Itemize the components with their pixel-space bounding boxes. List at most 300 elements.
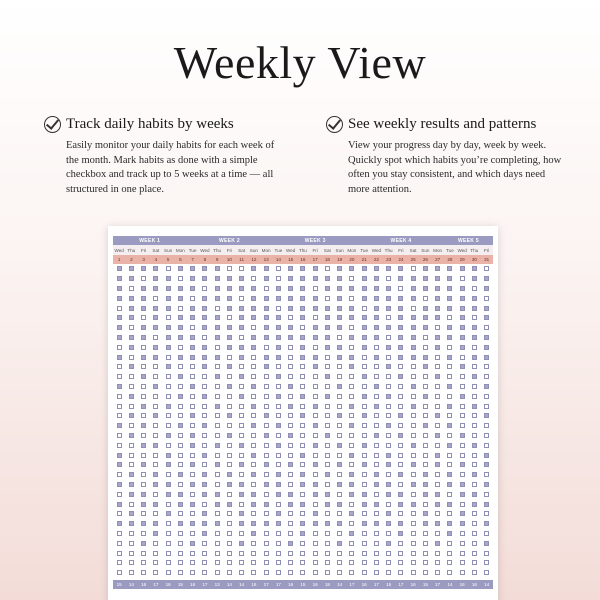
- habit-checkbox[interactable]: [153, 482, 158, 487]
- habit-checkbox[interactable]: [337, 560, 342, 565]
- habit-checkbox[interactable]: [484, 306, 489, 311]
- habit-checkbox[interactable]: [386, 315, 391, 320]
- habit-checkbox[interactable]: [411, 296, 416, 301]
- habit-checkbox[interactable]: [349, 306, 354, 311]
- habit-checkbox[interactable]: [276, 502, 281, 507]
- habit-checkbox[interactable]: [190, 462, 195, 467]
- habit-checkbox[interactable]: [166, 355, 171, 360]
- habit-checkbox[interactable]: [423, 482, 428, 487]
- habit-checkbox[interactable]: [288, 286, 293, 291]
- habit-checkbox[interactable]: [202, 355, 207, 360]
- habit-checkbox[interactable]: [117, 325, 122, 330]
- habit-checkbox[interactable]: [239, 296, 244, 301]
- habit-checkbox[interactable]: [288, 306, 293, 311]
- habit-checkbox[interactable]: [141, 423, 146, 428]
- habit-checkbox[interactable]: [386, 521, 391, 526]
- habit-checkbox[interactable]: [215, 315, 220, 320]
- habit-checkbox[interactable]: [398, 286, 403, 291]
- habit-checkbox[interactable]: [276, 384, 281, 389]
- habit-checkbox[interactable]: [264, 404, 269, 409]
- habit-checkbox[interactable]: [313, 541, 318, 546]
- habit-checkbox[interactable]: [447, 472, 452, 477]
- habit-checkbox[interactable]: [215, 384, 220, 389]
- habit-checkbox[interactable]: [435, 374, 440, 379]
- habit-checkbox[interactable]: [153, 306, 158, 311]
- habit-checkbox[interactable]: [300, 335, 305, 340]
- habit-checkbox[interactable]: [153, 384, 158, 389]
- habit-checkbox[interactable]: [215, 462, 220, 467]
- habit-checkbox[interactable]: [117, 462, 122, 467]
- habit-checkbox[interactable]: [251, 492, 256, 497]
- habit-checkbox[interactable]: [398, 531, 403, 536]
- habit-checkbox[interactable]: [423, 384, 428, 389]
- habit-checkbox[interactable]: [251, 404, 256, 409]
- habit-checkbox[interactable]: [337, 364, 342, 369]
- habit-checkbox[interactable]: [460, 482, 465, 487]
- habit-checkbox[interactable]: [374, 541, 379, 546]
- habit-checkbox[interactable]: [153, 266, 158, 271]
- habit-checkbox[interactable]: [153, 551, 158, 556]
- habit-checkbox[interactable]: [264, 433, 269, 438]
- habit-checkbox[interactable]: [202, 511, 207, 516]
- habit-checkbox[interactable]: [202, 531, 207, 536]
- habit-checkbox[interactable]: [264, 521, 269, 526]
- habit-checkbox[interactable]: [472, 325, 477, 330]
- habit-checkbox[interactable]: [447, 551, 452, 556]
- habit-checkbox[interactable]: [386, 433, 391, 438]
- habit-checkbox[interactable]: [166, 306, 171, 311]
- habit-checkbox[interactable]: [190, 472, 195, 477]
- habit-checkbox[interactable]: [166, 482, 171, 487]
- habit-checkbox[interactable]: [239, 521, 244, 526]
- habit-checkbox[interactable]: [447, 394, 452, 399]
- habit-checkbox[interactable]: [166, 423, 171, 428]
- habit-checkbox[interactable]: [362, 404, 367, 409]
- habit-checkbox[interactable]: [325, 325, 330, 330]
- habit-checkbox[interactable]: [447, 413, 452, 418]
- habit-checkbox[interactable]: [435, 453, 440, 458]
- habit-checkbox[interactable]: [239, 364, 244, 369]
- habit-checkbox[interactable]: [251, 423, 256, 428]
- habit-checkbox[interactable]: [178, 384, 183, 389]
- habit-checkbox[interactable]: [300, 462, 305, 467]
- habit-checkbox[interactable]: [435, 413, 440, 418]
- habit-checkbox[interactable]: [202, 570, 207, 575]
- habit-checkbox[interactable]: [460, 345, 465, 350]
- habit-checkbox[interactable]: [423, 551, 428, 556]
- habit-checkbox[interactable]: [423, 325, 428, 330]
- habit-checkbox[interactable]: [190, 306, 195, 311]
- habit-checkbox[interactable]: [276, 355, 281, 360]
- habit-checkbox[interactable]: [202, 462, 207, 467]
- habit-checkbox[interactable]: [362, 266, 367, 271]
- habit-checkbox[interactable]: [215, 266, 220, 271]
- habit-checkbox[interactable]: [190, 364, 195, 369]
- habit-checkbox[interactable]: [251, 531, 256, 536]
- habit-checkbox[interactable]: [166, 286, 171, 291]
- habit-checkbox[interactable]: [349, 482, 354, 487]
- habit-checkbox[interactable]: [435, 394, 440, 399]
- habit-checkbox[interactable]: [239, 531, 244, 536]
- habit-checkbox[interactable]: [153, 531, 158, 536]
- habit-checkbox[interactable]: [251, 266, 256, 271]
- habit-checkbox[interactable]: [447, 404, 452, 409]
- habit-checkbox[interactable]: [435, 276, 440, 281]
- habit-checkbox[interactable]: [227, 296, 232, 301]
- habit-checkbox[interactable]: [349, 374, 354, 379]
- habit-checkbox[interactable]: [460, 394, 465, 399]
- habit-checkbox[interactable]: [313, 296, 318, 301]
- habit-checkbox[interactable]: [386, 276, 391, 281]
- habit-checkbox[interactable]: [276, 315, 281, 320]
- habit-checkbox[interactable]: [460, 296, 465, 301]
- habit-checkbox[interactable]: [325, 492, 330, 497]
- habit-checkbox[interactable]: [313, 423, 318, 428]
- habit-checkbox[interactable]: [117, 443, 122, 448]
- habit-checkbox[interactable]: [117, 276, 122, 281]
- habit-checkbox[interactable]: [325, 345, 330, 350]
- habit-checkbox[interactable]: [276, 551, 281, 556]
- habit-checkbox[interactable]: [202, 433, 207, 438]
- habit-checkbox[interactable]: [472, 423, 477, 428]
- habit-checkbox[interactable]: [251, 306, 256, 311]
- habit-checkbox[interactable]: [362, 374, 367, 379]
- habit-checkbox[interactable]: [435, 502, 440, 507]
- habit-checkbox[interactable]: [435, 443, 440, 448]
- habit-checkbox[interactable]: [251, 570, 256, 575]
- habit-checkbox[interactable]: [178, 374, 183, 379]
- habit-checkbox[interactable]: [178, 521, 183, 526]
- habit-checkbox[interactable]: [166, 413, 171, 418]
- habit-checkbox[interactable]: [447, 453, 452, 458]
- habit-checkbox[interactable]: [411, 413, 416, 418]
- habit-checkbox[interactable]: [398, 560, 403, 565]
- habit-checkbox[interactable]: [325, 276, 330, 281]
- habit-checkbox[interactable]: [288, 355, 293, 360]
- habit-checkbox[interactable]: [472, 306, 477, 311]
- habit-checkbox[interactable]: [337, 492, 342, 497]
- habit-checkbox[interactable]: [313, 286, 318, 291]
- habit-checkbox[interactable]: [239, 306, 244, 311]
- habit-checkbox[interactable]: [129, 364, 134, 369]
- habit-checkbox[interactable]: [117, 286, 122, 291]
- habit-checkbox[interactable]: [264, 492, 269, 497]
- habit-checkbox[interactable]: [386, 345, 391, 350]
- habit-checkbox[interactable]: [349, 355, 354, 360]
- habit-checkbox[interactable]: [178, 413, 183, 418]
- habit-checkbox[interactable]: [374, 335, 379, 340]
- habit-checkbox[interactable]: [313, 276, 318, 281]
- habit-checkbox[interactable]: [276, 570, 281, 575]
- habit-checkbox[interactable]: [178, 296, 183, 301]
- habit-checkbox[interactable]: [472, 286, 477, 291]
- habit-checkbox[interactable]: [484, 394, 489, 399]
- habit-checkbox[interactable]: [411, 433, 416, 438]
- habit-checkbox[interactable]: [202, 374, 207, 379]
- habit-checkbox[interactable]: [435, 364, 440, 369]
- habit-checkbox[interactable]: [276, 364, 281, 369]
- habit-checkbox[interactable]: [337, 462, 342, 467]
- habit-checkbox[interactable]: [129, 315, 134, 320]
- habit-checkbox[interactable]: [227, 531, 232, 536]
- habit-checkbox[interactable]: [117, 306, 122, 311]
- habit-checkbox[interactable]: [337, 423, 342, 428]
- habit-checkbox[interactable]: [362, 492, 367, 497]
- habit-checkbox[interactable]: [215, 560, 220, 565]
- habit-checkbox[interactable]: [178, 423, 183, 428]
- habit-checkbox[interactable]: [411, 570, 416, 575]
- habit-checkbox[interactable]: [411, 335, 416, 340]
- habit-checkbox[interactable]: [202, 384, 207, 389]
- habit-checkbox[interactable]: [239, 502, 244, 507]
- habit-checkbox[interactable]: [349, 266, 354, 271]
- habit-checkbox[interactable]: [484, 345, 489, 350]
- habit-checkbox[interactable]: [288, 511, 293, 516]
- habit-checkbox[interactable]: [472, 413, 477, 418]
- habit-checkbox[interactable]: [423, 315, 428, 320]
- habit-checkbox[interactable]: [374, 521, 379, 526]
- habit-checkbox[interactable]: [423, 560, 428, 565]
- habit-checkbox[interactable]: [484, 472, 489, 477]
- habit-checkbox[interactable]: [215, 492, 220, 497]
- habit-checkbox[interactable]: [215, 482, 220, 487]
- habit-checkbox[interactable]: [398, 462, 403, 467]
- habit-checkbox[interactable]: [398, 355, 403, 360]
- habit-checkbox[interactable]: [435, 570, 440, 575]
- habit-checkbox[interactable]: [398, 511, 403, 516]
- habit-checkbox[interactable]: [300, 355, 305, 360]
- habit-checkbox[interactable]: [215, 433, 220, 438]
- habit-checkbox[interactable]: [423, 541, 428, 546]
- habit-checkbox[interactable]: [178, 433, 183, 438]
- habit-checkbox[interactable]: [215, 404, 220, 409]
- habit-checkbox[interactable]: [411, 521, 416, 526]
- habit-checkbox[interactable]: [325, 462, 330, 467]
- habit-checkbox[interactable]: [215, 443, 220, 448]
- habit-checkbox[interactable]: [141, 472, 146, 477]
- habit-checkbox[interactable]: [239, 462, 244, 467]
- habit-checkbox[interactable]: [129, 511, 134, 516]
- habit-checkbox[interactable]: [374, 315, 379, 320]
- habit-checkbox[interactable]: [141, 335, 146, 340]
- habit-checkbox[interactable]: [435, 492, 440, 497]
- habit-checkbox[interactable]: [447, 541, 452, 546]
- habit-checkbox[interactable]: [325, 443, 330, 448]
- habit-checkbox[interactable]: [300, 276, 305, 281]
- habit-checkbox[interactable]: [178, 472, 183, 477]
- habit-checkbox[interactable]: [484, 502, 489, 507]
- habit-checkbox[interactable]: [398, 276, 403, 281]
- habit-checkbox[interactable]: [141, 433, 146, 438]
- habit-checkbox[interactable]: [264, 443, 269, 448]
- habit-checkbox[interactable]: [251, 315, 256, 320]
- habit-checkbox[interactable]: [362, 364, 367, 369]
- habit-checkbox[interactable]: [288, 394, 293, 399]
- habit-checkbox[interactable]: [362, 443, 367, 448]
- habit-checkbox[interactable]: [251, 384, 256, 389]
- habit-checkbox[interactable]: [251, 355, 256, 360]
- habit-checkbox[interactable]: [117, 551, 122, 556]
- habit-checkbox[interactable]: [227, 570, 232, 575]
- habit-checkbox[interactable]: [117, 364, 122, 369]
- habit-checkbox[interactable]: [251, 472, 256, 477]
- habit-checkbox[interactable]: [472, 384, 477, 389]
- habit-checkbox[interactable]: [202, 404, 207, 409]
- habit-checkbox[interactable]: [264, 423, 269, 428]
- habit-checkbox[interactable]: [276, 453, 281, 458]
- habit-checkbox[interactable]: [239, 492, 244, 497]
- habit-checkbox[interactable]: [264, 335, 269, 340]
- habit-checkbox[interactable]: [411, 286, 416, 291]
- habit-checkbox[interactable]: [251, 511, 256, 516]
- habit-checkbox[interactable]: [349, 345, 354, 350]
- habit-checkbox[interactable]: [178, 492, 183, 497]
- habit-checkbox[interactable]: [202, 472, 207, 477]
- habit-checkbox[interactable]: [362, 472, 367, 477]
- habit-checkbox[interactable]: [227, 453, 232, 458]
- habit-checkbox[interactable]: [313, 306, 318, 311]
- habit-checkbox[interactable]: [178, 502, 183, 507]
- habit-checkbox[interactable]: [349, 413, 354, 418]
- habit-checkbox[interactable]: [374, 492, 379, 497]
- habit-checkbox[interactable]: [374, 266, 379, 271]
- habit-checkbox[interactable]: [153, 345, 158, 350]
- habit-checkbox[interactable]: [337, 570, 342, 575]
- habit-checkbox[interactable]: [276, 345, 281, 350]
- habit-checkbox[interactable]: [460, 364, 465, 369]
- habit-checkbox[interactable]: [215, 286, 220, 291]
- habit-checkbox[interactable]: [276, 413, 281, 418]
- habit-checkbox[interactable]: [251, 296, 256, 301]
- habit-checkbox[interactable]: [337, 296, 342, 301]
- habit-checkbox[interactable]: [349, 472, 354, 477]
- habit-checkbox[interactable]: [460, 433, 465, 438]
- habit-checkbox[interactable]: [362, 511, 367, 516]
- habit-checkbox[interactable]: [435, 355, 440, 360]
- habit-checkbox[interactable]: [251, 364, 256, 369]
- habit-checkbox[interactable]: [472, 355, 477, 360]
- habit-checkbox[interactable]: [251, 335, 256, 340]
- habit-checkbox[interactable]: [472, 472, 477, 477]
- habit-checkbox[interactable]: [251, 560, 256, 565]
- habit-checkbox[interactable]: [288, 384, 293, 389]
- habit-checkbox[interactable]: [166, 521, 171, 526]
- habit-checkbox[interactable]: [178, 276, 183, 281]
- habit-checkbox[interactable]: [227, 472, 232, 477]
- habit-checkbox[interactable]: [190, 521, 195, 526]
- habit-checkbox[interactable]: [202, 453, 207, 458]
- habit-checkbox[interactable]: [435, 423, 440, 428]
- habit-checkbox[interactable]: [337, 443, 342, 448]
- habit-checkbox[interactable]: [484, 453, 489, 458]
- habit-checkbox[interactable]: [472, 404, 477, 409]
- habit-checkbox[interactable]: [386, 462, 391, 467]
- habit-checkbox[interactable]: [472, 394, 477, 399]
- habit-checkbox[interactable]: [190, 482, 195, 487]
- habit-checkbox[interactable]: [484, 384, 489, 389]
- habit-checkbox[interactable]: [337, 472, 342, 477]
- habit-checkbox[interactable]: [153, 335, 158, 340]
- habit-checkbox[interactable]: [374, 443, 379, 448]
- habit-checkbox[interactable]: [362, 551, 367, 556]
- habit-checkbox[interactable]: [398, 306, 403, 311]
- habit-checkbox[interactable]: [472, 570, 477, 575]
- habit-checkbox[interactable]: [300, 413, 305, 418]
- habit-checkbox[interactable]: [239, 266, 244, 271]
- habit-checkbox[interactable]: [411, 511, 416, 516]
- habit-checkbox[interactable]: [153, 355, 158, 360]
- habit-checkbox[interactable]: [227, 315, 232, 320]
- habit-checkbox[interactable]: [264, 306, 269, 311]
- habit-checkbox[interactable]: [276, 325, 281, 330]
- habit-checkbox[interactable]: [276, 423, 281, 428]
- habit-checkbox[interactable]: [325, 531, 330, 536]
- habit-checkbox[interactable]: [141, 560, 146, 565]
- habit-checkbox[interactable]: [264, 394, 269, 399]
- habit-checkbox[interactable]: [202, 315, 207, 320]
- habit-checkbox[interactable]: [362, 531, 367, 536]
- habit-checkbox[interactable]: [411, 462, 416, 467]
- habit-checkbox[interactable]: [337, 521, 342, 526]
- habit-checkbox[interactable]: [129, 453, 134, 458]
- habit-checkbox[interactable]: [337, 502, 342, 507]
- habit-checkbox[interactable]: [411, 443, 416, 448]
- habit-checkbox[interactable]: [484, 560, 489, 565]
- habit-checkbox[interactable]: [178, 511, 183, 516]
- habit-checkbox[interactable]: [386, 482, 391, 487]
- habit-checkbox[interactable]: [325, 286, 330, 291]
- habit-checkbox[interactable]: [423, 433, 428, 438]
- habit-checkbox[interactable]: [215, 325, 220, 330]
- habit-checkbox[interactable]: [447, 306, 452, 311]
- habit-checkbox[interactable]: [141, 413, 146, 418]
- habit-checkbox[interactable]: [153, 413, 158, 418]
- habit-checkbox[interactable]: [117, 355, 122, 360]
- habit-checkbox[interactable]: [447, 355, 452, 360]
- habit-checkbox[interactable]: [264, 413, 269, 418]
- habit-checkbox[interactable]: [166, 315, 171, 320]
- habit-checkbox[interactable]: [227, 394, 232, 399]
- habit-checkbox[interactable]: [447, 325, 452, 330]
- habit-checkbox[interactable]: [386, 364, 391, 369]
- habit-checkbox[interactable]: [190, 502, 195, 507]
- habit-checkbox[interactable]: [423, 276, 428, 281]
- habit-checkbox[interactable]: [313, 560, 318, 565]
- habit-checkbox[interactable]: [239, 443, 244, 448]
- habit-checkbox[interactable]: [117, 315, 122, 320]
- habit-checkbox[interactable]: [129, 423, 134, 428]
- habit-checkbox[interactable]: [374, 462, 379, 467]
- habit-checkbox[interactable]: [398, 423, 403, 428]
- habit-checkbox[interactable]: [472, 541, 477, 546]
- habit-checkbox[interactable]: [423, 296, 428, 301]
- habit-checkbox[interactable]: [337, 355, 342, 360]
- habit-checkbox[interactable]: [435, 560, 440, 565]
- habit-checkbox[interactable]: [313, 570, 318, 575]
- habit-checkbox[interactable]: [215, 502, 220, 507]
- habit-checkbox[interactable]: [129, 286, 134, 291]
- habit-checkbox[interactable]: [141, 551, 146, 556]
- habit-checkbox[interactable]: [300, 443, 305, 448]
- habit-checkbox[interactable]: [300, 482, 305, 487]
- habit-checkbox[interactable]: [264, 482, 269, 487]
- habit-checkbox[interactable]: [276, 394, 281, 399]
- habit-checkbox[interactable]: [141, 453, 146, 458]
- habit-checkbox[interactable]: [349, 296, 354, 301]
- habit-checkbox[interactable]: [472, 453, 477, 458]
- habit-checkbox[interactable]: [460, 276, 465, 281]
- habit-checkbox[interactable]: [251, 453, 256, 458]
